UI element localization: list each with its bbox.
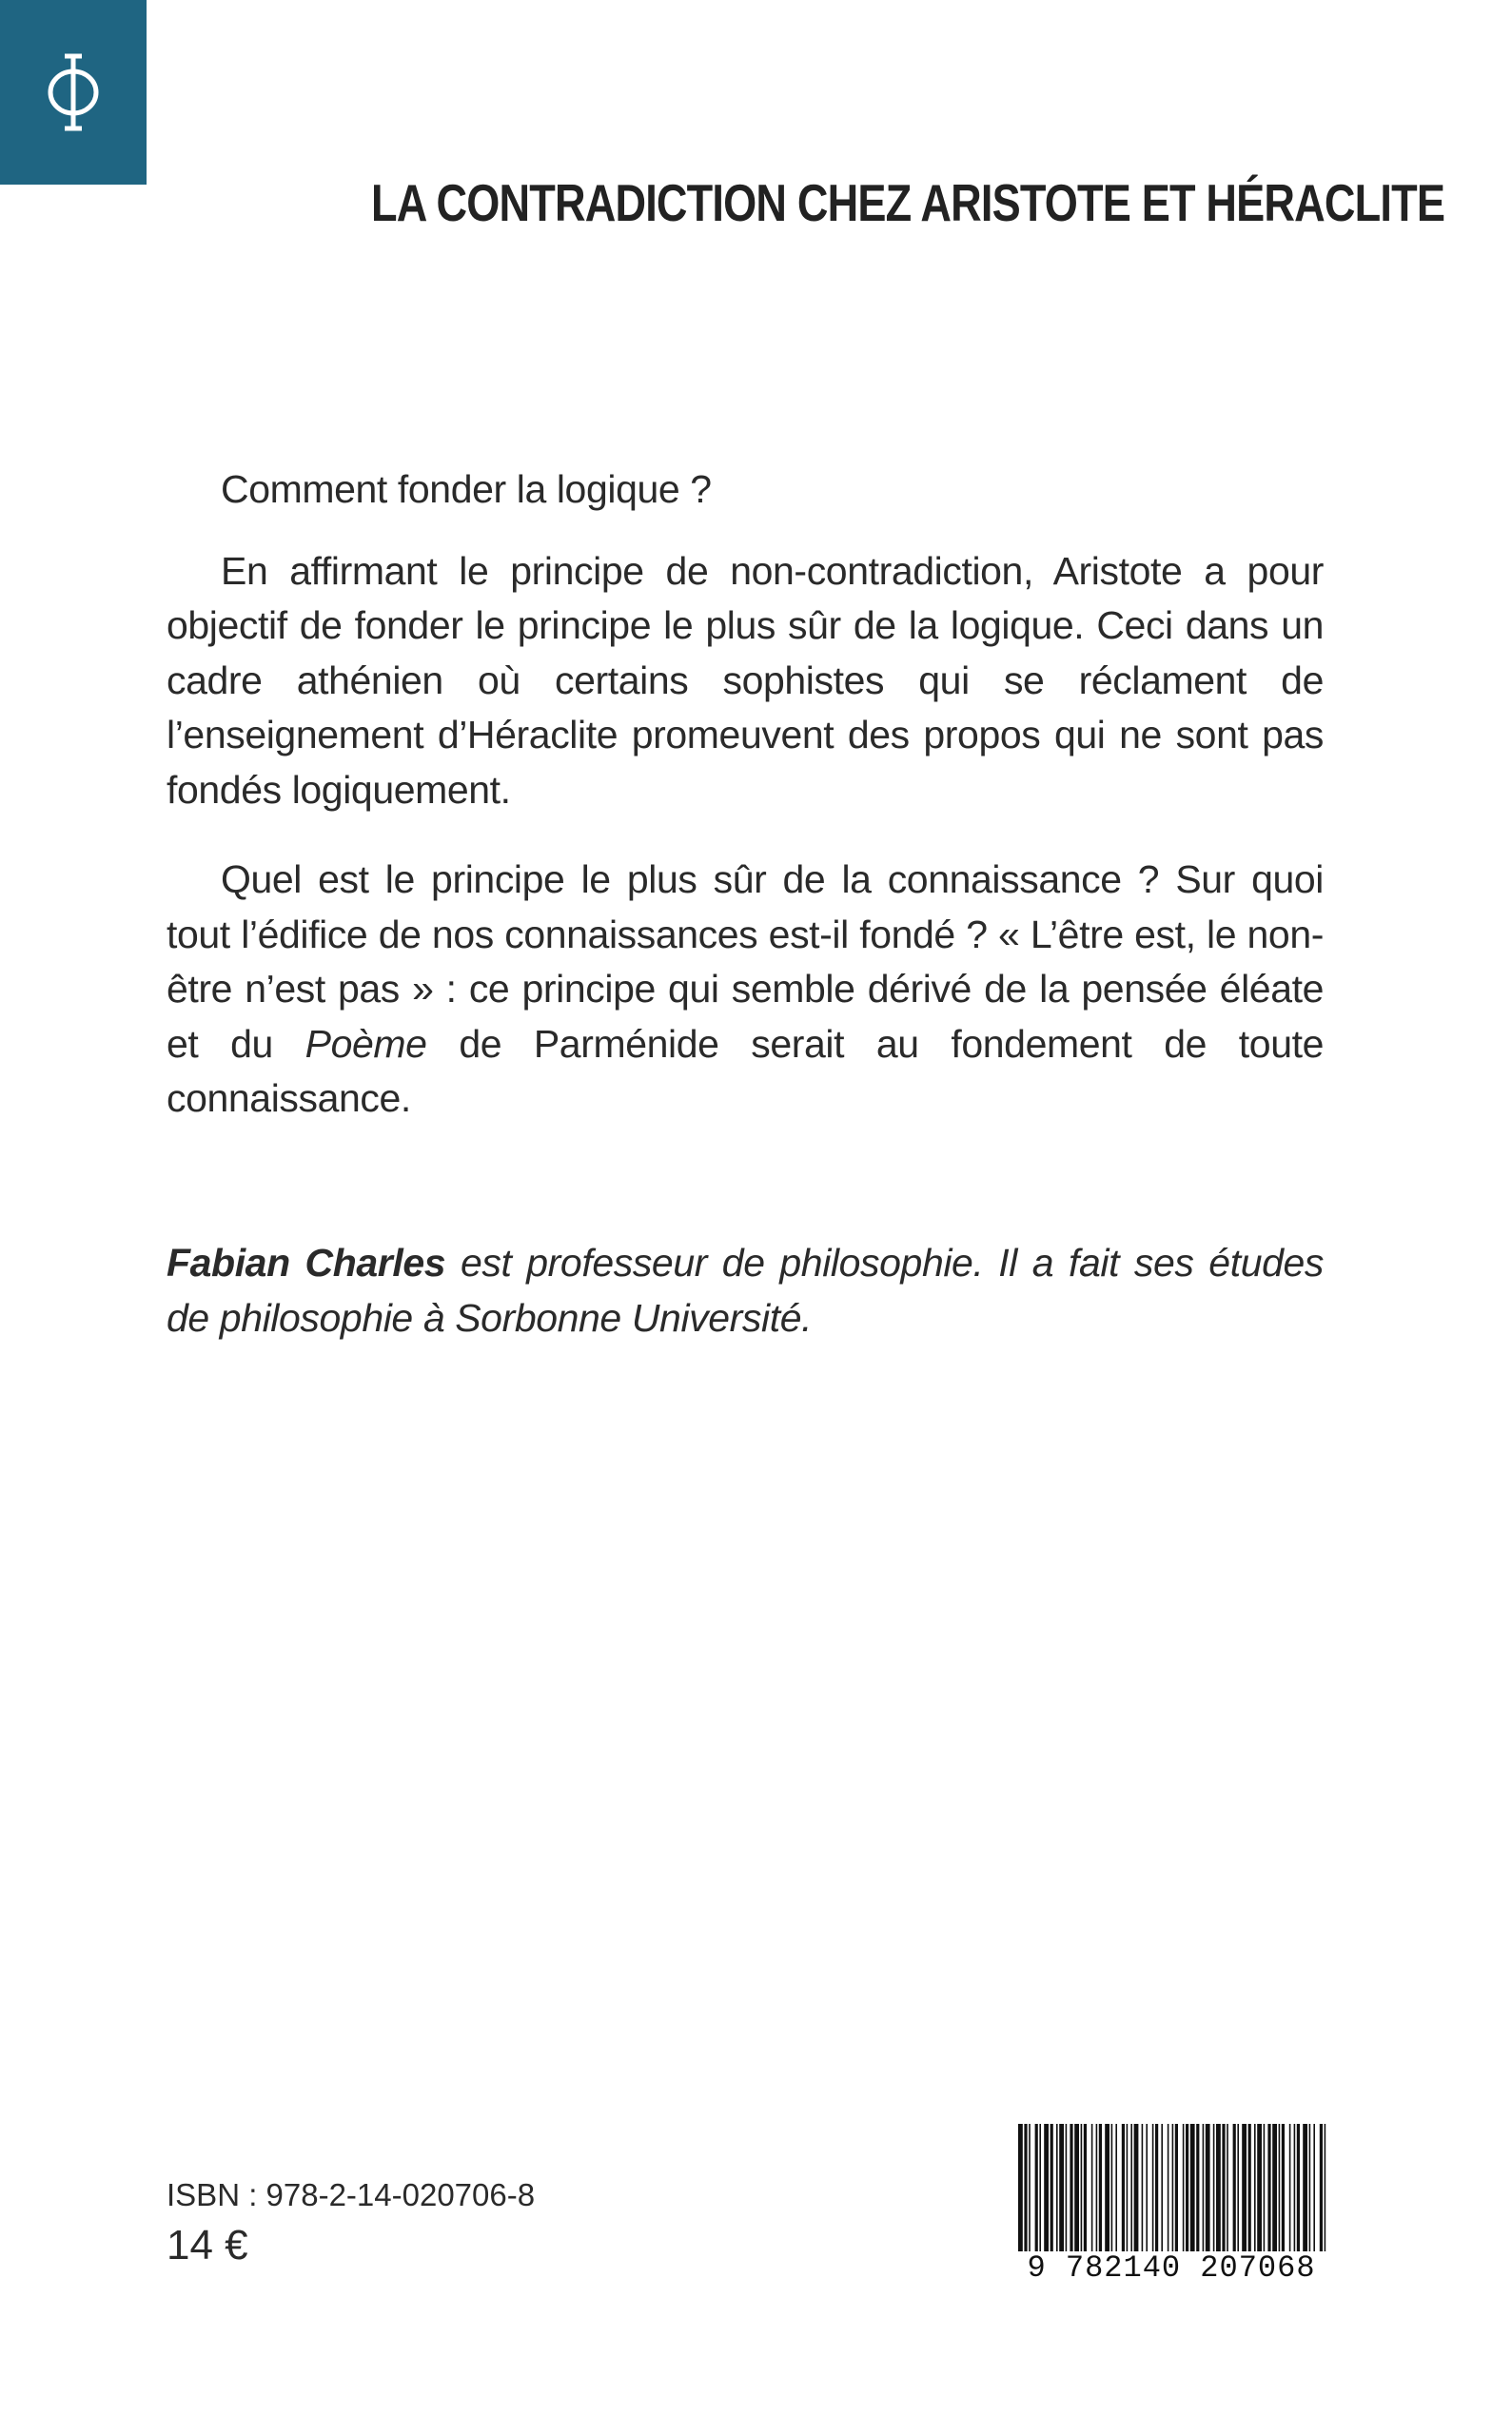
poem-title: Poème [304, 1021, 427, 1066]
back-cover-blurb [167, 462, 1324, 1162]
barcode [1014, 2124, 1328, 2286]
phi-logo-icon [40, 47, 107, 138]
blurb-intro: Comment fonder la logique ? [221, 467, 712, 511]
blurb-paragraph-2-text-a: Quel est le principe le plus sûr de la connaissance ? Sur quoi tout l’édifice de nos connaissances est-il fondé ? « L’être est, le non-être n’est pas » : ce principe qui semble dérivé de la pensée éléate et du [167, 857, 1324, 1066]
price: 14 € [167, 2222, 248, 2269]
barcode-digits: 9 782140 207068 [1014, 2251, 1328, 2286]
author-bio [167, 1235, 1324, 1345]
blurb-paragraph-2-text-b: de Parménide serait au fondement de toute connaissance. [167, 1021, 1324, 1120]
author-name: Fabian Charles [167, 1241, 446, 1285]
author-bio-text: est professeur de philosophie. Il a fait ses études de philosophie à Sorbonne Université. [167, 1241, 1324, 1340]
book-title: LA CONTRADICTION CHEZ ARISTOTE ET HÉRACLITE [370, 173, 1445, 232]
isbn: ISBN : 978-2-14-020706-8 [167, 2177, 536, 2212]
blurb-paragraph-2 [167, 853, 1324, 1127]
blurb-paragraph-1: En affirmant le principe de non-contradiction, Aristote a pour objectif de fonder le principe le plus sûr de la logique. Ceci dans un cadre athénien où certains sophistes qui se réclament de l’enseignement d’Héraclite promeuvent des propos qui ne sont pas fondés logiquement. [167, 548, 1324, 812]
barcode-icon [1014, 2124, 1328, 2267]
publisher-logo [0, 0, 147, 185]
